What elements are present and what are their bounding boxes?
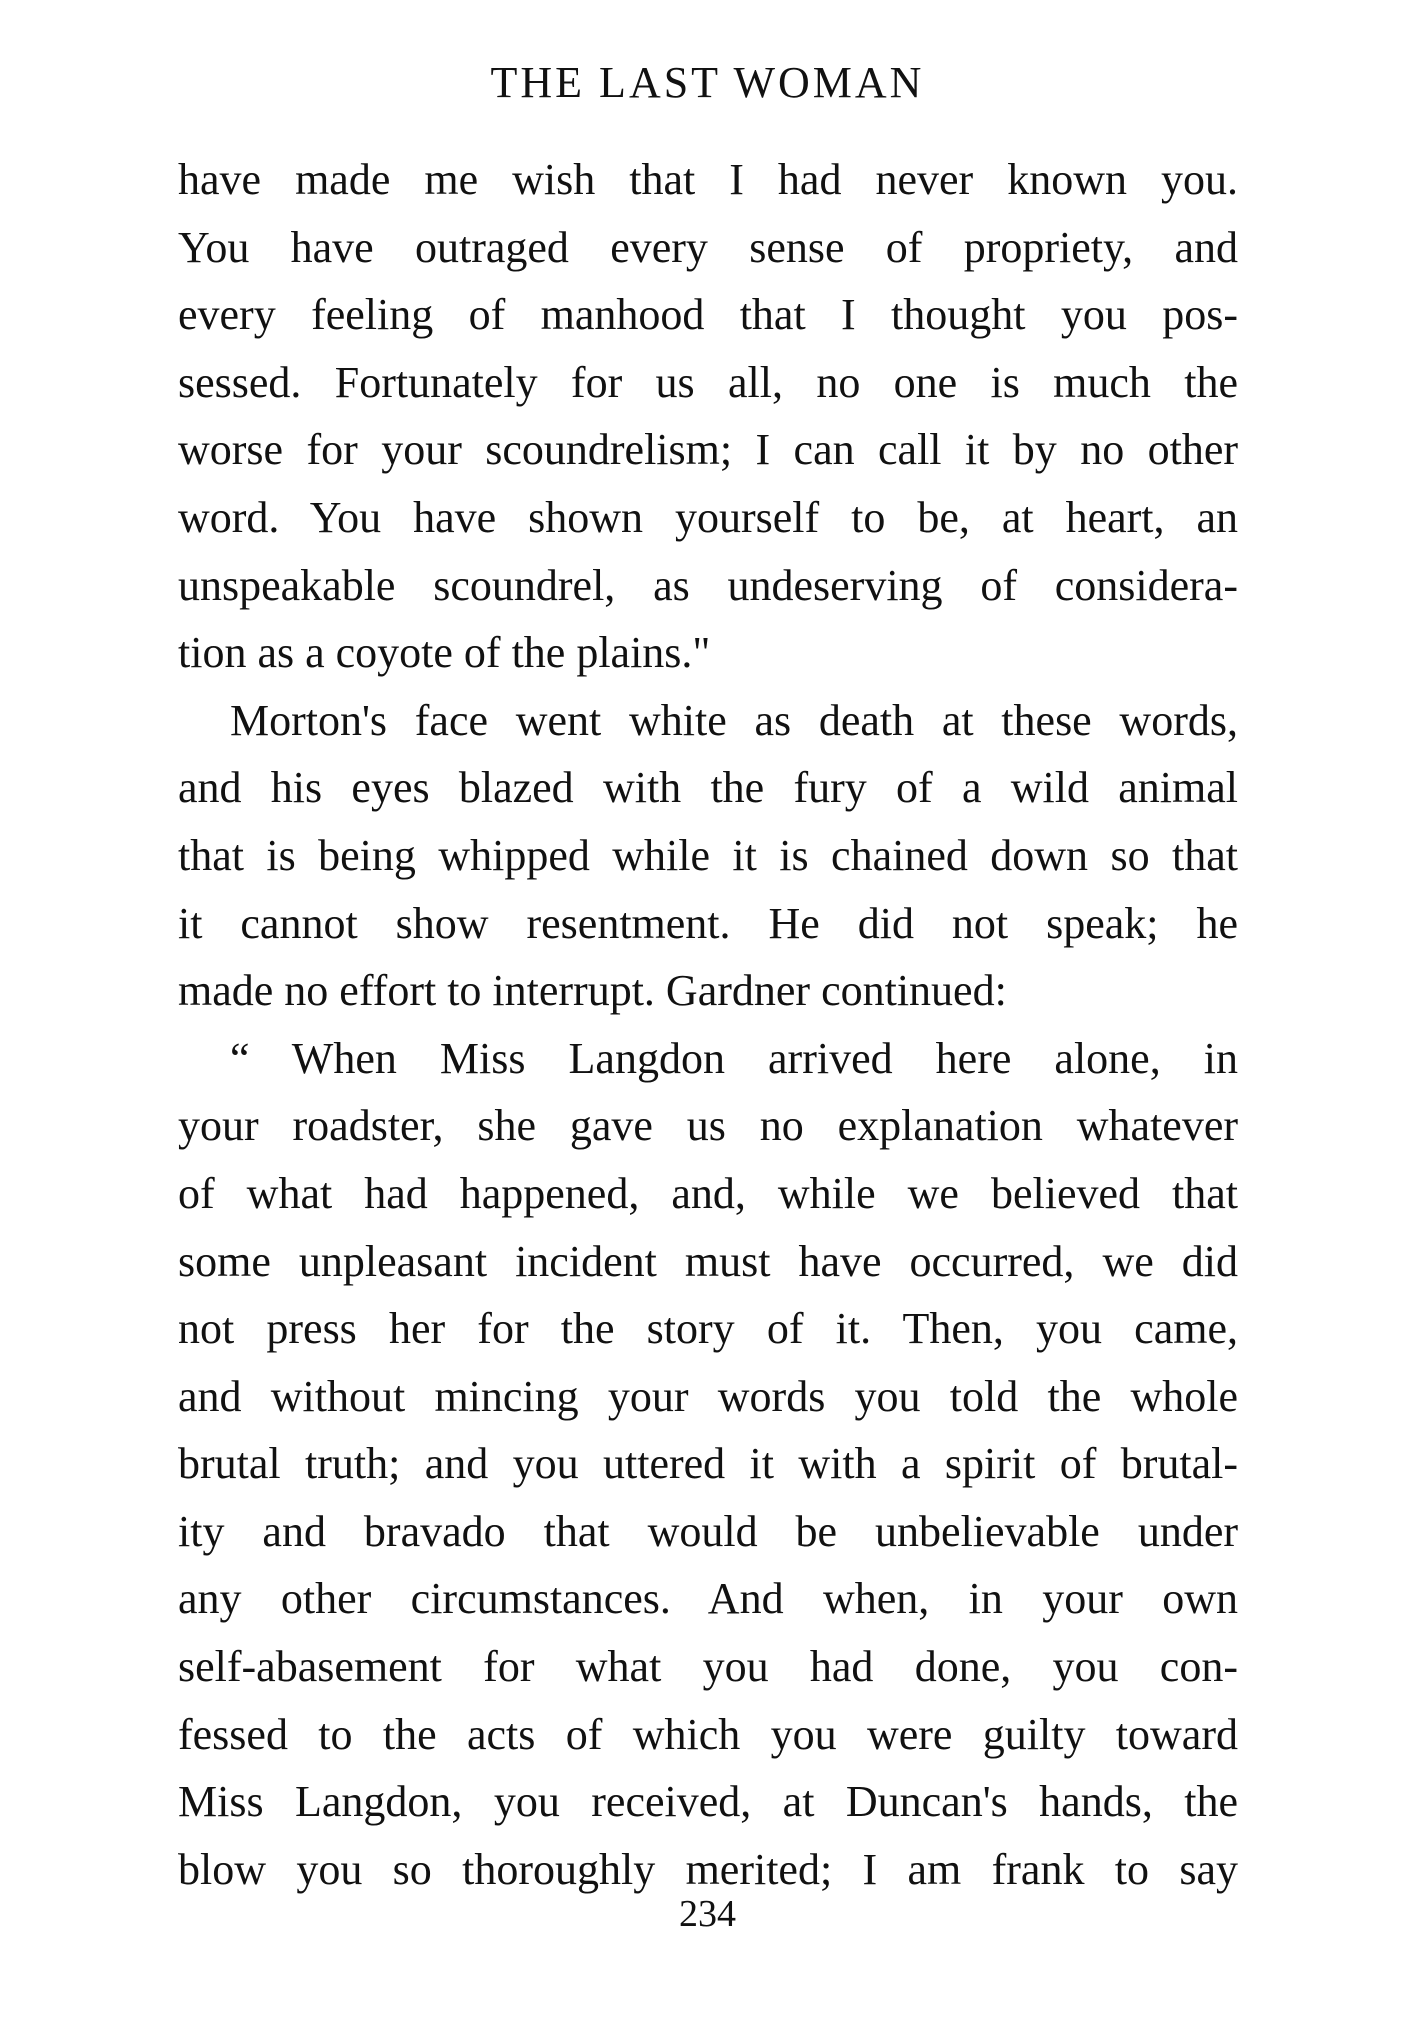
text-line: of what had happened, and, while we believed that [178,1168,1238,1218]
running-head: THE LAST WOMAN [490,58,925,107]
page-number: 234 [679,1893,736,1935]
text-line: word. You have shown yourself to be, at heart, an [178,492,1238,542]
text-line: some unpleasant incident must have occurred, we did [178,1236,1238,1286]
text-line: brutal truth; and you uttered it with a spirit of brutal- [178,1439,1238,1489]
text-line: fessed to the acts of which you were guilty toward [178,1709,1238,1759]
text-line: your roadster, she gave us no explanation whatever [178,1101,1238,1151]
text-line: and his eyes blazed with the fury of a wild animal [178,763,1238,813]
text-line: tion as a coyote of the plains." [178,628,711,678]
text-line: Miss Langdon, you received, at Duncan's hands, the [178,1777,1238,1827]
text-line: Morton's face went white as death at these words, [230,695,1238,745]
text-line: worse for your scoundrelism; I can call it by no other [178,425,1238,475]
text-line: self-abasement for what you had done, you con- [178,1642,1238,1692]
text-line: blow you so thoroughly merited; I am frank to say [178,1844,1238,1894]
body-text [178,146,1238,1903]
text-line: it cannot show resentment. He did not speak; he [178,898,1238,948]
text-line: “ When Miss Langdon arrived here alone, in [230,1033,1238,1083]
text-line: have made me wish that I had never known you. [178,155,1238,204]
text-line: that is being whipped while it is chained down so that [178,830,1238,880]
text-line: any other circumstances. And when, in your own [178,1574,1238,1624]
text-line: not press her for the story of it. Then, you came, [178,1304,1238,1354]
text-line: unspeakable scoundrel, as undeserving of considera- [178,560,1238,610]
text-line: sessed. Fortunately for us all, no one is much the [178,357,1238,407]
text-line: and without mincing your words you told the whole [178,1371,1238,1421]
text-line: every feeling of manhood that I thought you pos- [178,290,1238,340]
text-line: ity and bravado that would be unbelievable under [178,1506,1238,1556]
text-line: made no effort to interrupt. Gardner continued: [178,966,1007,1016]
text-line: You have outraged every sense of propriety, and [178,222,1238,272]
